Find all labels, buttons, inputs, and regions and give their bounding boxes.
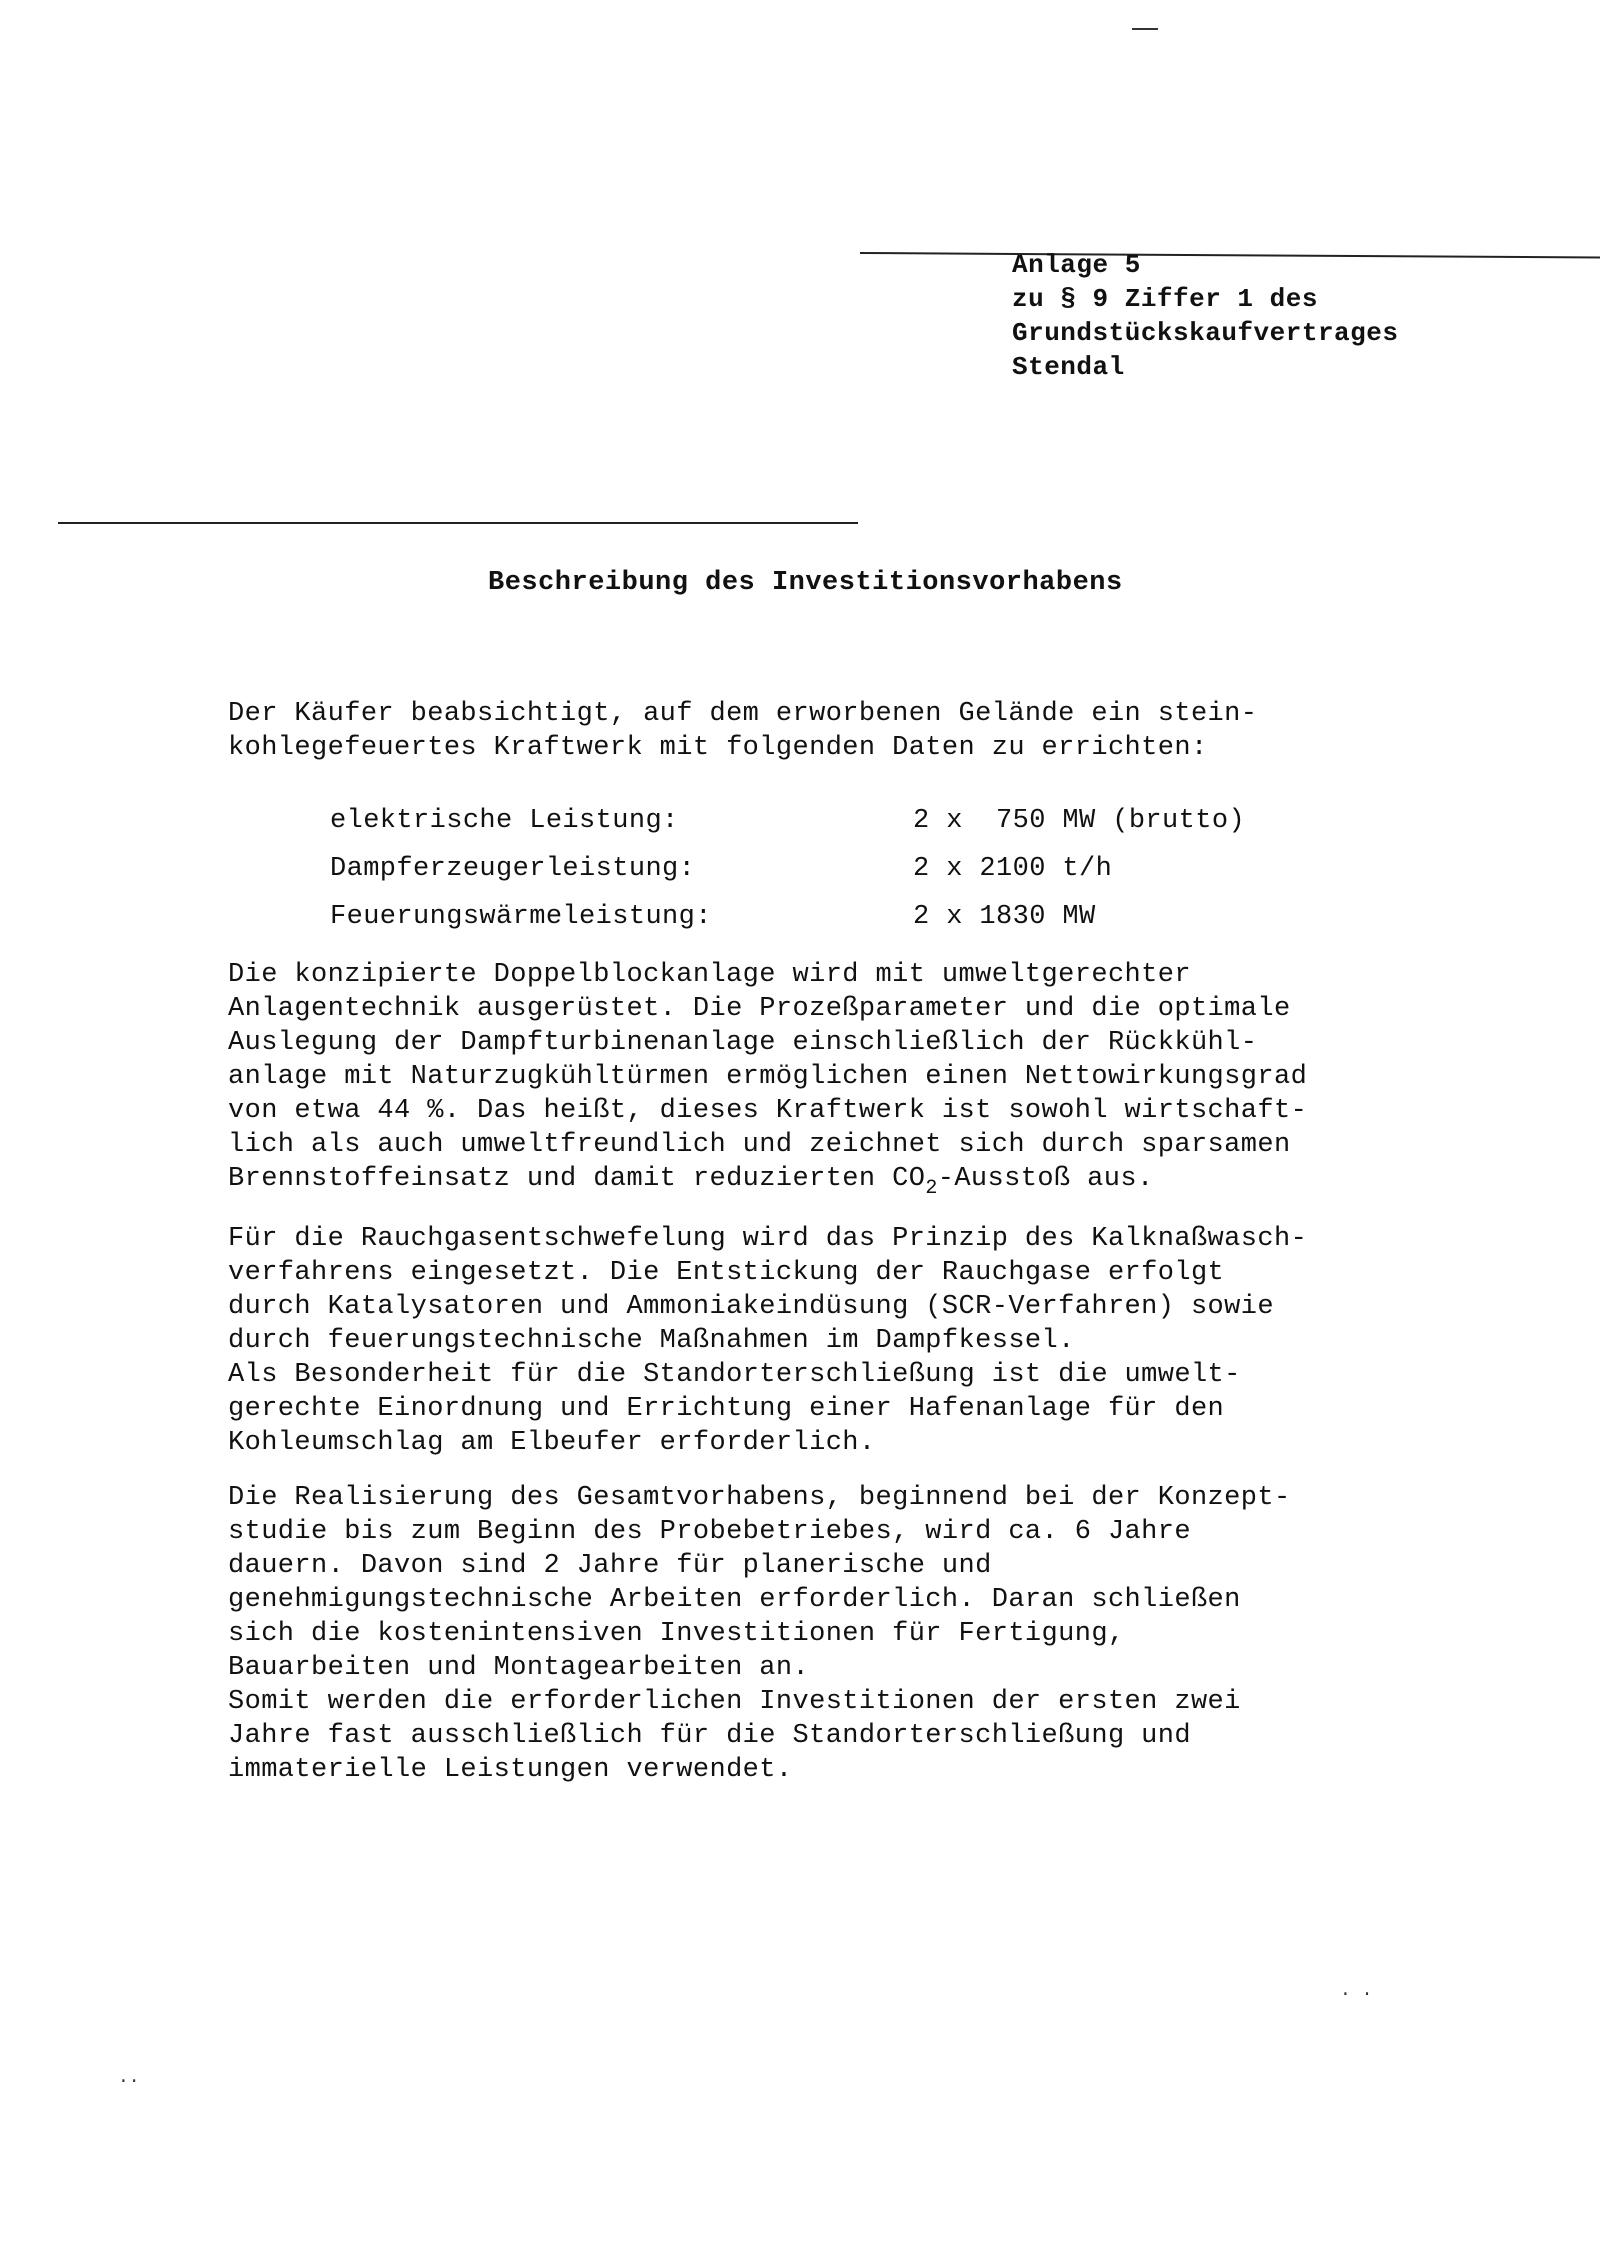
- specs-table: [330, 797, 1245, 941]
- text-line: verfahrens eingesetzt. Die Entstickung der Rauchgase erfolgt: [228, 1258, 1225, 1288]
- text-line: [228, 1162, 1498, 1206]
- timeline-paragraph: [228, 1481, 1498, 1787]
- text-line: durch Katalysatoren und Ammoniakeindüsung (SCR-Verfahren) sowie: [228, 1292, 1274, 1322]
- scan-speck: · ·: [1340, 1985, 1373, 2005]
- document-title: Beschreibung des Investitionsvorhabens: [488, 568, 1123, 598]
- text-line: Für die Rauchgasentschwefelung wird das Prinzip des Kalknaßwasch-: [228, 1224, 1308, 1254]
- text-line: Die Realisierung des Gesamtvorhabens, beginnend bei der Konzept-: [228, 1483, 1291, 1513]
- spec-value: 2 x 1830 MW: [913, 902, 1096, 932]
- annex-reference: [1012, 248, 1398, 384]
- spec-row: [330, 893, 1245, 941]
- spec-row: [330, 797, 1245, 845]
- text-line: anlage mit Naturzugkühltürmen ermöglichen einen Nettowirkungsgrad: [228, 1062, 1308, 1092]
- text-fragment: Brennstoffeinsatz und damit reduzierten CO: [228, 1164, 926, 1194]
- scan-speck: ··: [118, 2072, 140, 2092]
- spec-label: elektrische Leistung:: [330, 806, 679, 836]
- text-line: durch feuerungstechnische Maßnahmen im Dampfkessel.: [228, 1326, 1075, 1356]
- text-line: von etwa 44 %. Das heißt, dieses Kraftwerk ist sowohl wirtschaft-: [228, 1096, 1308, 1126]
- text-line: immaterielle Leistungen verwendet.: [228, 1755, 793, 1785]
- text-line: Der Käufer beabsichtigt, auf dem erworbenen Gelände ein stein-: [228, 699, 1258, 729]
- spec-row: [330, 845, 1245, 893]
- annex-line: zu § 9 Ziffer 1 des: [1012, 284, 1318, 314]
- section-rule: [58, 522, 858, 524]
- text-fragment: -Ausstoß aus.: [937, 1164, 1154, 1194]
- text-line: lich als auch umweltfreundlich und zeichnet sich durch sparsamen: [228, 1130, 1291, 1160]
- intro-paragraph: [228, 697, 1498, 765]
- text-line: sich die kostenintensiven Investitionen für Fertigung,: [228, 1619, 1125, 1649]
- spec-value: 2 x 2100 t/h: [913, 854, 1113, 884]
- subscript: 2: [925, 1177, 938, 1200]
- text-line: Somit werden die erforderlichen Investitionen der ersten zwei: [228, 1687, 1241, 1717]
- text-line: Bauarbeiten und Montagearbeiten an.: [228, 1653, 810, 1683]
- text-line: genehmigungstechnische Arbeiten erforderlich. Daran schließen: [228, 1585, 1241, 1615]
- annex-line: Grundstückskaufvertrages: [1012, 318, 1399, 348]
- text-line: Die konzipierte Doppelblockanlage wird mit umweltgerechter: [228, 960, 1191, 990]
- emissions-paragraph: [228, 1222, 1498, 1460]
- text-line: Anlagentechnik ausgerüstet. Die Prozeßparameter und die optimale: [228, 994, 1291, 1024]
- corner-mark: [1132, 28, 1158, 30]
- spec-value: 2 x 750 MW (brutto): [913, 806, 1246, 836]
- text-line: Kohleumschlag am Elbeufer erforderlich.: [228, 1428, 876, 1458]
- annex-line: Stendal: [1012, 352, 1125, 382]
- spec-label: Feuerungswärmeleistung:: [330, 902, 712, 932]
- text-line: kohlegefeuertes Kraftwerk mit folgenden Daten zu errichten:: [228, 733, 1208, 763]
- text-line: studie bis zum Beginn des Probebetriebes, wird ca. 6 Jahre: [228, 1517, 1191, 1547]
- annex-line: Anlage 5: [1012, 250, 1141, 280]
- text-line: Als Besonderheit für die Standorterschließung ist die umwelt-: [228, 1360, 1241, 1390]
- spec-label: Dampferzeugerleistung:: [330, 854, 696, 884]
- text-line: Jahre fast ausschließlich für die Standorterschließung und: [228, 1721, 1191, 1751]
- technology-paragraph: [228, 958, 1498, 1206]
- text-line: gerechte Einordnung und Errichtung einer Hafenanlage für den: [228, 1394, 1225, 1424]
- text-line: Auslegung der Dampfturbinenanlage einschließlich der Rückkühl-: [228, 1028, 1258, 1058]
- text-line: dauern. Davon sind 2 Jahre für planerische und: [228, 1551, 992, 1581]
